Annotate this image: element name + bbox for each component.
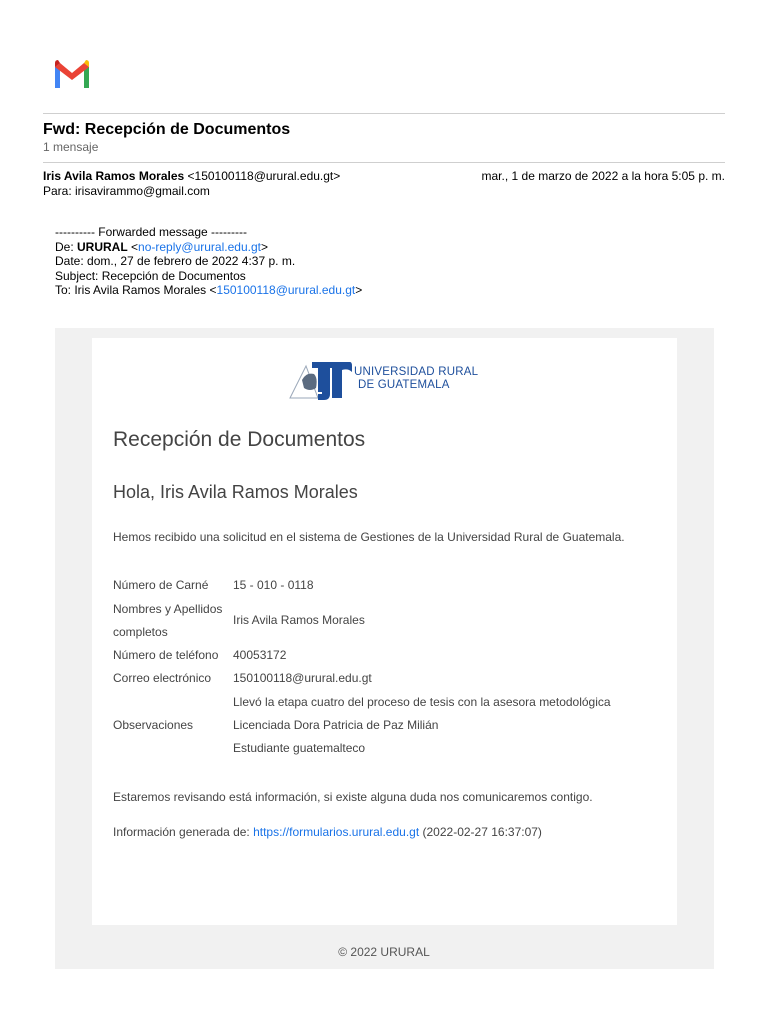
telefono-value: 40053172: [233, 648, 287, 662]
forwarded-header: [55, 225, 362, 298]
observaciones-line1: Llevó la etapa cuatro del proceso de tesis con la asesora metodológica: [233, 695, 611, 709]
formularios-link[interactable]: https://formularios.urural.edu.gt: [253, 825, 420, 839]
gmail-logo-icon: [52, 58, 92, 90]
sender-line: [43, 169, 340, 183]
email-subject: Fwd: Recepción de Documentos: [43, 121, 291, 138]
footer-copyright: © 2022 URURAL: [338, 945, 430, 959]
sender-email: <150100118@urural.edu.gt>: [187, 169, 341, 183]
content-title: Recepción de Documentos: [113, 428, 366, 451]
correo-link[interactable]: 150100118@urural.edu.gt: [233, 671, 372, 685]
recipient-line: Para: irisavirammo@gmail.com: [43, 184, 210, 198]
university-name: [354, 366, 478, 391]
university-name-line1: UNIVERSIDAD RURAL: [354, 366, 479, 378]
message-count: 1 mensaje: [43, 140, 99, 154]
university-name-line2: DE GUATEMALA: [358, 378, 450, 391]
intro-text: Hemos recibido una solicitud en el sistema de Gestiones de la Universidad Rural de Guatemala.: [113, 530, 625, 544]
greeting: Hola, Iris Avila Ramos Morales: [113, 482, 358, 502]
email-date: mar., 1 de marzo de 2022 a la hora 5:05 p. m.: [481, 169, 725, 183]
correo-label: Correo electrónico: [113, 671, 212, 685]
closing-text: Estaremos revisando está información, si existe alguna duda nos comunicaremos contigo.: [113, 790, 593, 804]
nombres-label-line2: completos: [113, 625, 168, 639]
forwarded-from-name: URURAL: [77, 239, 128, 254]
observaciones-line2: Licenciada Dora Patricia de Paz Milián: [233, 718, 439, 732]
forwarded-subject: Subject: Recepción de Documentos: [55, 268, 246, 283]
forwarded-to: To: Iris Avila Ramos Morales <150100118@urural.edu.gt>: [55, 283, 363, 297]
carne-value: 15 - 010 - 0118: [233, 578, 314, 592]
forwarded-from-email-link[interactable]: no-reply@urural.edu.gt: [138, 239, 261, 254]
generated-time: (2022-02-27 16:37:07): [419, 825, 542, 839]
observaciones-label: Observaciones: [113, 718, 194, 732]
header-divider: [43, 113, 725, 114]
subject-divider: [43, 162, 725, 163]
generated-label: Información generada de:: [113, 825, 254, 839]
observaciones-line3: Estudiante guatemalteco: [233, 741, 366, 755]
carne-label: Número de Carné: [113, 578, 209, 592]
sender-name: Iris Avila Ramos Morales: [43, 169, 185, 183]
nombres-value: Iris Avila Ramos Morales: [233, 613, 365, 627]
telefono-label: Número de teléfono: [113, 648, 219, 662]
nombres-label-line1: Nombres y Apellidos: [113, 602, 223, 616]
forwarded-to-email-link[interactable]: 150100118@urural.edu.gt: [216, 283, 356, 297]
forwarded-from: De: URURAL <no-reply@urural.edu.gt>: [55, 239, 268, 254]
generated-info: [113, 825, 542, 839]
forwarded-separator: ---------- Forwarded message ---------: [55, 225, 247, 239]
forwarded-date: Date: dom., 27 de febrero de 2022 4:37 p. m.: [55, 254, 296, 268]
